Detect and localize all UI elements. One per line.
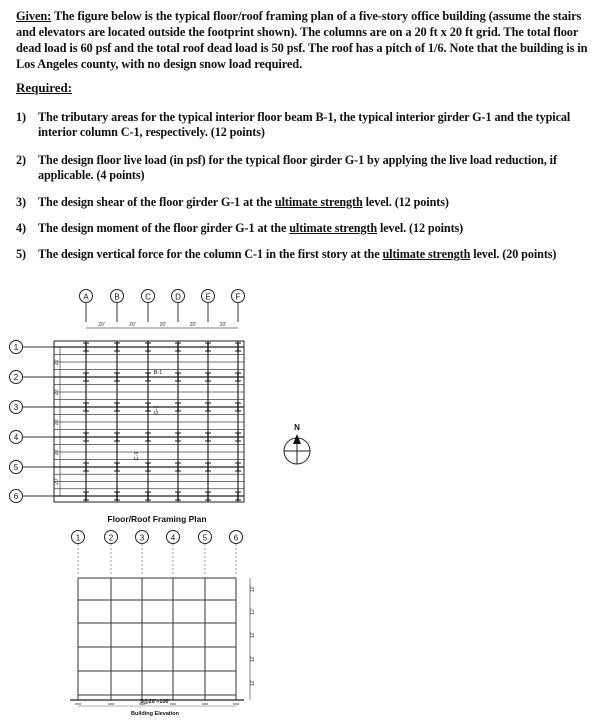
span-dimension-label: 20': [219, 322, 227, 328]
span-dimension-label: 20': [54, 388, 60, 396]
story-height-label: 12': [250, 679, 256, 687]
column-grid-label: F: [235, 292, 241, 302]
elevation-caption: Building Elevation: [131, 711, 179, 717]
column-grid-label: B: [114, 292, 120, 302]
building-elevation: [70, 531, 256, 718]
story-height-label: 12': [250, 631, 256, 639]
column-grid-label: D: [175, 292, 181, 302]
column-c1-label: C-1: [134, 451, 140, 461]
elevation-grid-label: 1: [75, 533, 81, 543]
item-text-end: level. (20 points): [470, 247, 557, 261]
row-grid-label: 5: [13, 463, 19, 472]
plan-caption: Floor/Roof Framing Plan: [107, 514, 207, 524]
elevation-grid-label: 4: [170, 533, 176, 543]
girder-g1-label: G-1: [154, 405, 160, 415]
north-label: N: [294, 423, 300, 432]
elevation-grid-label: 3: [139, 533, 145, 543]
column-grid-label: A: [83, 292, 89, 302]
story-height-label: 12': [250, 655, 256, 663]
row-grid-label: 6: [13, 492, 19, 501]
item-text-start: The design shear of the floor girder G-1 at the: [38, 195, 275, 209]
span-dimension-label: 20': [54, 418, 60, 426]
item-number: 3): [16, 195, 26, 209]
item-text-end: level. (12 points): [377, 221, 464, 235]
item-text-underlined: ultimate strength: [382, 247, 471, 261]
item-text: The tributary areas for the typical interior floor beam B-1, the typical interior girder G-1 and the typical interior column C-1, respectively. (12 points): [38, 110, 571, 139]
overall-width-label: 5@20'=100': [140, 699, 170, 705]
item-number: 5): [16, 247, 26, 261]
building-perimeter: [54, 341, 244, 502]
span-dimension-label: 20': [54, 478, 60, 485]
story-height-label: 12': [250, 608, 256, 615]
item-text-underlined: ultimate strength: [289, 221, 378, 235]
beam-b1-label: B-1: [153, 370, 163, 376]
item-number: 4): [16, 221, 26, 235]
span-dimension-label: 20': [129, 322, 136, 328]
story-height-label: 12': [250, 585, 256, 593]
item-text-underlined: ultimate strength: [274, 195, 363, 209]
span-dimension-label: 20': [54, 358, 60, 366]
given-label: Given:: [16, 9, 52, 23]
row-grid-label: 2: [13, 373, 19, 382]
given-text: The figure below is the typical floor/roof framing plan of a five-story office building (assume the stairs and elevators are located outside the footprint shown). The columns are on a 20 ft x 20 ft grid. The total floor dead load is 60 psf and the total roof dead load is 50 psf. The roof has a pitch of 1/6. Note that the building is in Los Angeles county, with no design snow load required.: [16, 9, 588, 71]
column-grid-label: C: [145, 292, 151, 302]
item-text: The design floor live load (in psf) for the typical floor girder G-1 by applying the live load reduction, if applicable. (4 points): [38, 153, 557, 182]
framing-plan: [10, 290, 245, 525]
item-text-start: The design vertical force for the column C-1 in the first story at the: [38, 247, 383, 261]
span-dimension-label: 20': [98, 322, 105, 328]
span-dimension-label: 20': [189, 322, 197, 328]
elevation-grid-label: 5: [202, 533, 208, 543]
row-grid-label: 4: [13, 433, 19, 442]
item-text-end: level. (12 points): [362, 195, 449, 209]
span-dimension-label: 20': [54, 448, 60, 456]
span-dimension-label: 20': [159, 322, 167, 328]
row-grid-label: 1: [13, 343, 19, 352]
item-number: 2): [16, 153, 26, 167]
elevation-grid-label: 6: [233, 533, 239, 543]
north-arrowhead: [293, 434, 301, 444]
row-grid-label: 3: [13, 403, 19, 412]
item-text-start: The design moment of the floor girder G-1 at the: [38, 221, 290, 235]
north-arrow: [284, 423, 310, 464]
elevation-grid-label: 2: [108, 533, 114, 543]
column-grid-label: E: [205, 292, 211, 302]
required-heading: Required:: [16, 80, 73, 95]
item-number: 1): [16, 110, 26, 124]
